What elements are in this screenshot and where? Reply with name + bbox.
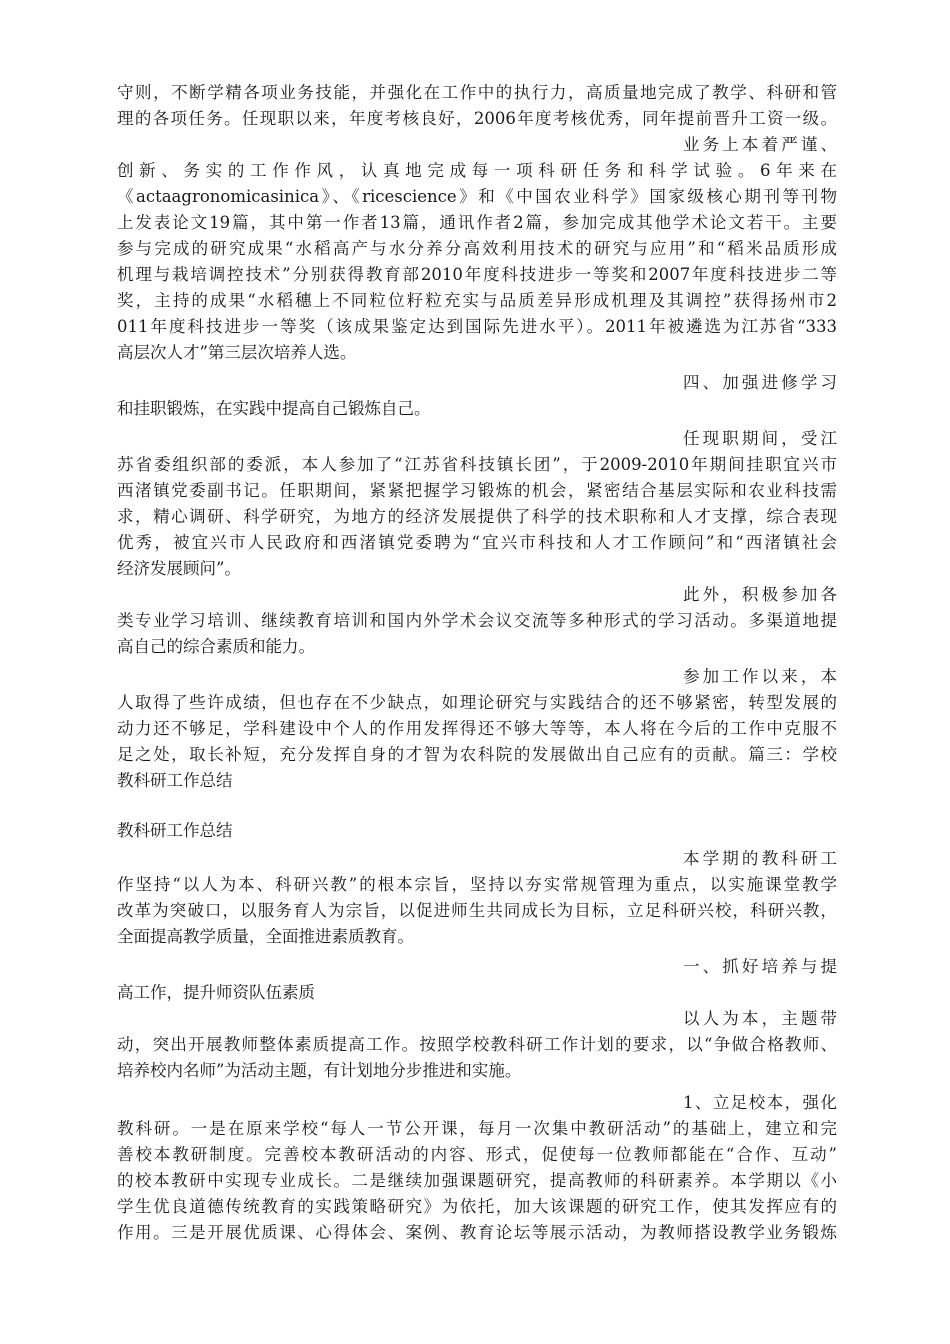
text-line: 奖，主持的成果“水稻穗上不同粒位籽粒充实与品质差异形成机理及其调控”获得扬州市2 xyxy=(117,291,837,310)
text-line: 四、加强进修学习 xyxy=(683,373,837,392)
text-line: 类专业学习培训、继续教育培训和国内外学术会议交流等多种形式的学习活动。多渠道地提 xyxy=(117,611,837,630)
text-line: 苏省委组织部的委派，本人参加了“江苏省科技镇长团”，于2009-2010年期间挂职宜兴市 xyxy=(117,455,837,474)
text-line: 任现职期间，受江 xyxy=(683,429,837,448)
text-line: 上发表论文19篇，其中第一作者13篇，通讯作者2篇，参加完成其他学术论文若干。主要 xyxy=(117,213,837,232)
text-line: 改革为突破口，以服务育人为宗旨，以促进师生共同成长为目标，立足科研兴校，科研兴教， xyxy=(117,901,837,920)
text-line: 高工作，提升师资队伍素质 xyxy=(117,983,315,1002)
text-line: 1、立足校本，强化 xyxy=(683,1093,837,1112)
text-line: 守则，不断学精各项业务技能，并强化在工作中的执行力，高质量地完成了教学、科研和管 xyxy=(117,83,837,102)
text-line: 理的各项任务。任现职以来，年度考核良好，2006年度考核优秀，同年提前晋升工资一级。 xyxy=(117,109,837,128)
text-line: 和挂职锻炼，在实践中提高自己锻炼自己。 xyxy=(117,399,431,418)
text-line: 教科研。一是在原来学校“每人一节公开课，每月一次集中教研活动”的基础上，建立和完 xyxy=(117,1119,837,1138)
text-line: 培养校内名师”为活动主题，有计划地分步推进和实施。 xyxy=(117,1061,522,1080)
text-line: 作坚持“以人为本、科研兴教”的根本宗旨，坚持以夯实常规管理为重点，以实施课堂教学 xyxy=(117,875,837,894)
text-line: 善校本教研制度。完善校本教研活动的内容、形式，促使每一位教师都能在“合作、互动” xyxy=(117,1145,837,1164)
text-line: 参与完成的研究成果“水稻高产与水分养分高效利用技术的研究与应用”和“稻米品质形成 xyxy=(117,239,837,258)
text-line: 西渚镇党委副书记。任职期间，紧紧把握学习锻炼的机会，紧密结合基层实际和农业科技需 xyxy=(117,481,837,500)
text-line: 足之处，取长补短，充分发挥自身的才智为农科院的发展做出自己应有的贡献。篇三：学校 xyxy=(117,745,837,764)
text-line: 011年度科技进步一等奖（该成果鉴定达到国际先进水平）。2011年被遴选为江苏省“333 xyxy=(117,317,837,336)
section-title: 教科研工作总结 xyxy=(117,821,233,840)
text-line: 求，精心调研、科学研究，为地方的经济发展提供了科学的技术职称和人才支撑，综合表现 xyxy=(117,507,837,526)
text-line: 创新、务实的工作作风，认真地完成每一项科研任务和科学试验。6年来在 xyxy=(117,161,837,180)
text-line: 本学期的教科研工 xyxy=(683,849,837,868)
text-line: 高自己的综合素质和能力。 xyxy=(117,637,315,656)
text-line: 参加工作以来，本 xyxy=(683,667,837,686)
text-line: 高层次人才”第三层次培养人选。 xyxy=(117,343,357,362)
text-line: 的校本教研中实现专业成长。二是继续加强课题研究，提高教师的科研素养。本学期以《小 xyxy=(117,1171,837,1190)
text-line: 动力还不够足，学科建设中个人的作用发挥得还不够大等等，本人将在今后的工作中克服不 xyxy=(117,719,837,738)
text-line: 全面提高教学质量，全面推进素质教育。 xyxy=(117,927,414,946)
text-line: 机理与栽培调控技术”分别获得教育部2010年度科技进步一等奖和2007年度科技进步二等 xyxy=(117,265,837,284)
text-line: 人取得了些许成绩，但也存在不少缺点，如理论研究与实践结合的还不够紧密，转型发展的 xyxy=(117,693,837,712)
text-line: 业务上本着严谨、 xyxy=(683,135,837,154)
text-line: 以人为本，主题带 xyxy=(683,1009,837,1028)
text-line: 教科研工作总结 xyxy=(117,771,233,790)
text-line: 经济发展顾问”。 xyxy=(117,559,241,578)
text-line: 作用。三是开展优质课、心得体会、案例、教育论坛等展示活动，为教师搭设教学业务锻炼 xyxy=(117,1223,837,1242)
text-line: 学生优良道德传统教育的实践策略研究》为依托，加大该课题的研究工作，使其发挥应有的 xyxy=(117,1197,837,1216)
text-line: 此外，积极参加各 xyxy=(683,585,837,604)
text-line: 动，突出开展教师整体素质提高工作。按照学校教科研工作计划的要求，以“争做合格教师、 xyxy=(117,1035,837,1054)
text-line: 一、抓好培养与提 xyxy=(683,957,837,976)
text-line: 优秀，被宜兴市人民政府和西渚镇党委聘为“宜兴市科技和人才工作顾问”和“西渚镇社会 xyxy=(117,533,837,552)
text-line: 《actaagronomicasinica》、《ricescience》和《中国农业科学》国家级核心期刊等刊物 xyxy=(117,187,837,206)
